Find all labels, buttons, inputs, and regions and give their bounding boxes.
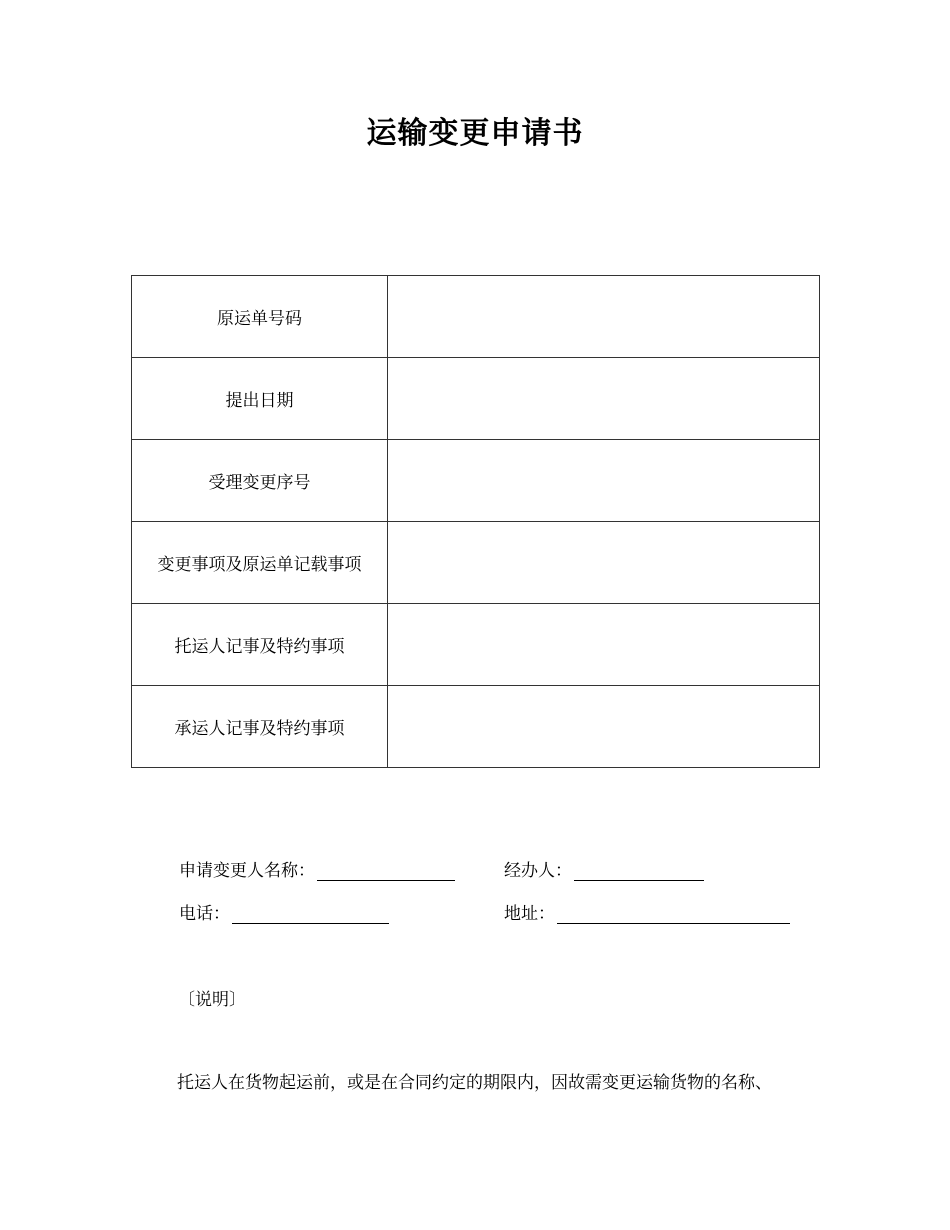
address-label: 地址： [504, 904, 555, 924]
handler-line[interactable] [574, 860, 704, 881]
signature-row-1 [179, 856, 819, 882]
note-heading: 〔说明〕 [178, 990, 246, 1010]
row-value-change-serial-number[interactable] [388, 440, 820, 522]
row-value-submission-date[interactable] [388, 358, 820, 440]
applicant-name-line[interactable] [317, 860, 455, 881]
row-value-shipper-notes[interactable] [388, 604, 820, 686]
applicant-name-label: 申请变更人名称： [179, 861, 315, 881]
row-value-change-items[interactable] [388, 522, 820, 604]
document-title: 运输变更申请书 [366, 116, 584, 151]
address-field [504, 899, 790, 924]
signature-row-2 [179, 899, 819, 925]
phone-label: 电话： [179, 904, 230, 924]
table-row [132, 440, 820, 522]
row-label-original-waybill-number: 原运单号码 [132, 276, 388, 358]
table-row [132, 686, 820, 768]
phone-field [179, 899, 389, 924]
handler-field [504, 856, 704, 881]
change-request-table [131, 275, 820, 768]
row-value-original-waybill-number[interactable] [388, 276, 820, 358]
table-row [132, 276, 820, 358]
row-label-carrier-notes: 承运人记事及特约事项 [132, 686, 388, 768]
instructions-paragraph: 托运人在货物起运前，或是在合同约定的期限内，因故需变更运输货物的名称、 [177, 1073, 772, 1093]
table-row [132, 604, 820, 686]
row-label-shipper-notes: 托运人记事及特约事项 [132, 604, 388, 686]
row-label-change-serial-number: 受理变更序号 [132, 440, 388, 522]
phone-line[interactable] [232, 903, 389, 924]
address-line[interactable] [557, 903, 790, 924]
row-label-submission-date: 提出日期 [132, 358, 388, 440]
row-value-carrier-notes[interactable] [388, 686, 820, 768]
applicant-name-field [179, 856, 455, 881]
row-label-change-items: 变更事项及原运单记载事项 [132, 522, 388, 604]
table-row [132, 522, 820, 604]
table-row [132, 358, 820, 440]
handler-label: 经办人： [504, 861, 572, 881]
